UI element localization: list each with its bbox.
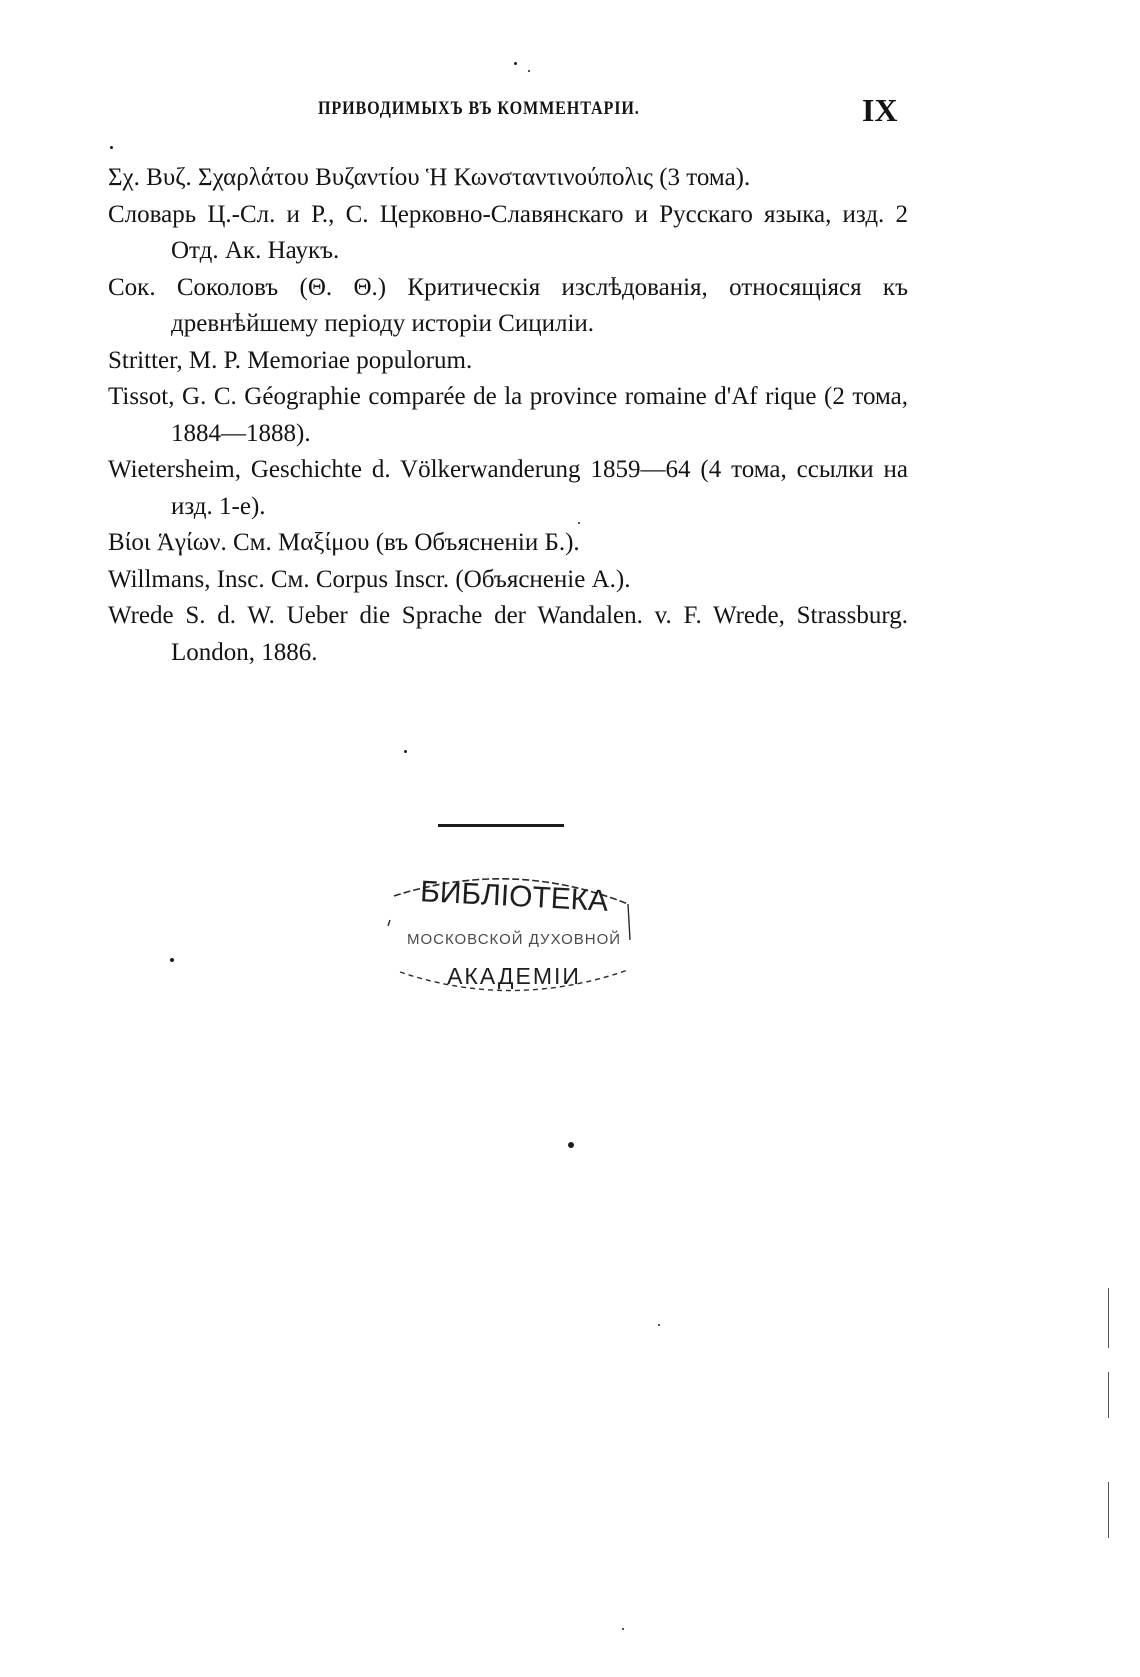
bibliography-entry: Словарь Ц.-Сл. и Р., С. Церковно-Славянскаго и Русскаго языка, изд. 2 Отд. Ак. Наукъ.	[108, 200, 908, 264]
bibliography-entry: Willmans, Insc. См. Corpus Inscr. (Объясненіе А.).	[108, 565, 631, 593]
bibliography-entry: Сок. Соколовъ (Θ. Θ.) Критическія изслѣдованія, относящіяся къ древнѣйшему періоду исторіи Сициліи.	[108, 273, 908, 337]
bibliography-entry: Tissot, G. C. Géographie comparée de la province romaine d'Af rique (2 тома, 1884—1888).	[108, 383, 908, 447]
stamp-line-3: АКАДЕМІИ	[447, 963, 581, 989]
scan-speck	[578, 522, 580, 524]
bibliography-entry: Stritter, M. P. Memoriae populorum.	[108, 346, 473, 374]
bibliography-entry: Wrede S. d. W. Ueber die Sprache der Wandalen. v. F. Wrede, Strassburg. London, 1886.	[108, 602, 908, 666]
stamp-line-1: БИБЛІОТЕКА	[419, 875, 609, 918]
scan-speck	[110, 146, 113, 149]
scan-speck	[658, 1324, 660, 1326]
running-title: ПРИВОДИМЫХЪ ВЪ КОММЕНТАРІИ.	[318, 98, 640, 119]
scan-edge-mark	[1108, 1288, 1109, 1348]
page-number: IX	[862, 92, 898, 128]
scan-speck	[404, 750, 407, 753]
bibliography-list	[108, 160, 908, 671]
scan-speck	[622, 1628, 624, 1630]
stamp-line-2: МОСКОВСКОЙ ДУХОВНОЙ	[406, 931, 622, 948]
bibliography-entry: Βίοι Ἁγίων. См. Μαξίμου (въ Объясненіи Б.).	[108, 529, 580, 556]
section-divider	[438, 824, 564, 827]
scan-speck	[528, 70, 530, 72]
scan-edge-mark	[1108, 1482, 1109, 1538]
scan-speck	[514, 62, 517, 65]
bibliography-entry: Wietersheim, Geschichte d. Völkerwanderung 1859—64 (4 тома, ссылки на изд. 1-е).	[108, 456, 908, 520]
bibliography-entry: Σχ. Βυζ. Σχαρλάτου Βυζαντίου Ἡ Κωνσταντινούπολις (3 тома).	[108, 164, 751, 191]
library-stamp	[382, 860, 644, 1012]
scan-speck	[568, 1142, 574, 1148]
scan-speck	[170, 958, 174, 962]
scan-edge-mark	[1108, 1372, 1109, 1418]
